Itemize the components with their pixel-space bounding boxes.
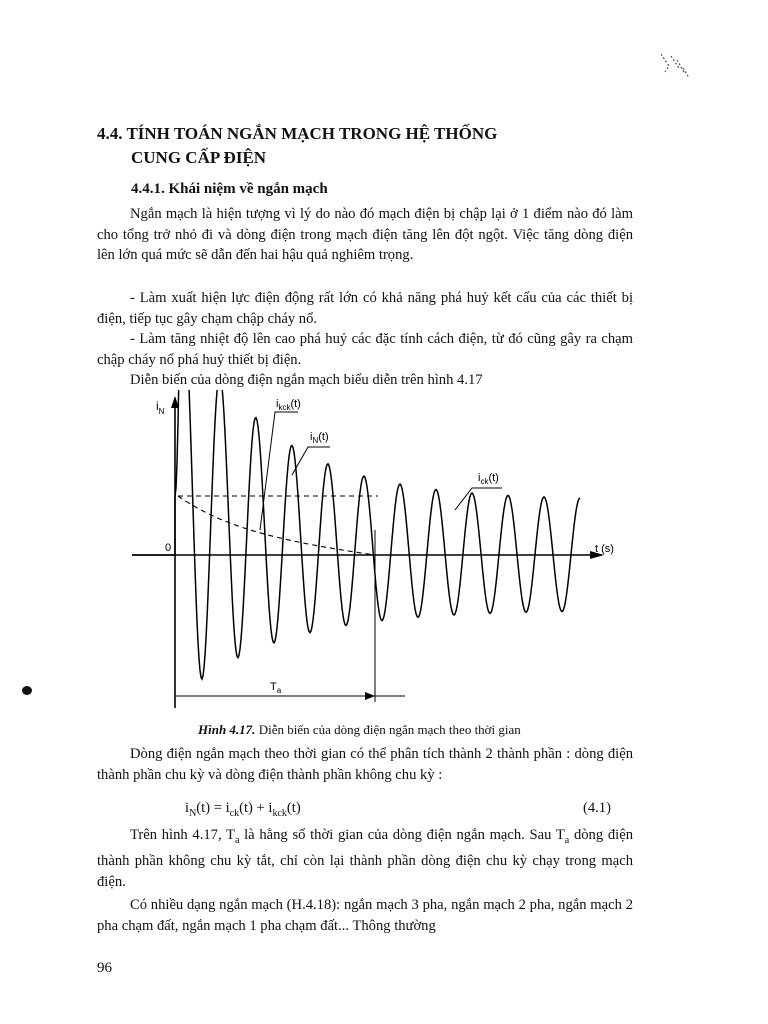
ta-label: $T_a$	[270, 681, 282, 695]
in-leader-line	[292, 447, 330, 475]
short-circuit-waveform	[132, 390, 580, 679]
caption-label: Hình 4.17.	[198, 722, 256, 737]
paragraph-time-constant: Trên hình 4.17, $T_a$ là hằng số thời gian của dòng điện ngắn mạch. Sau $T_a$ dòng điện thành phần không chu kỳ tắt, chỉ còn lại thành phần dòng điện chu kỳ chạy trong mạch điện.	[97, 827, 633, 890]
caption-text: Diễn biến của dòng điện ngắn mạch theo thời gian	[255, 722, 521, 737]
ta-arrow	[365, 692, 375, 700]
paragraph-consequence-1: - Làm xuất hiện lực điện động rất lớn có khả năng phá huỷ kết cấu của các thiết bị điện, tiếp tục gây chạm chập cháy nổ.	[97, 290, 633, 327]
paragraph-definition: Ngắn mạch là hiện tượng vì lý do nào đó mạch điện bị chập lại ở 1 điểm nào đó làm cho tổng trở nhỏ đi và dòng điện trong mạch điện tăng lên đột ngột. Việc tăng dòng điện lên lớn quá mức sẽ dẫn đến hai hậu quả nghiêm trọng.	[97, 206, 633, 263]
y-axis-label: $i_N$	[156, 399, 165, 416]
figure-short-circuit-current	[120, 390, 640, 710]
paragraph-fault-types: Có nhiều dạng ngắn mạch (H.4.18): ngắn mạch 3 pha, ngắn mạch 2 pha, ngắn mạch 2 pha chạm đất, ngắn mạch 1 pha chạm đất... Thông thường	[97, 897, 633, 934]
ikck-label: $i_{kck}(t)$	[276, 398, 301, 412]
ick-leader-line	[455, 488, 502, 510]
paragraph-figure-intro: Diễn biến của dòng điện ngắn mạch biểu diễn trên hình 4.17	[130, 372, 483, 388]
equation-4-1: $i_N(t) = i_{ck}(t) + i_{kck}(t)$	[185, 800, 301, 819]
paragraph-decomposition: Dòng điện ngắn mạch theo thời gian có thể phân tích thành 2 thành phần : dòng điện thành phần chu kỳ và dòng điện thành phần không chu kỳ :	[97, 746, 633, 783]
paragraph-consequence-2: - Làm tăng nhiệt độ lên cao phá huỷ các đặc tính cách điện, từ đó cũng gây ra chạm chập cháy nổ phá huỷ thiết bị điện.	[97, 331, 633, 368]
in-curve-label: $i_N(t)$	[310, 431, 329, 445]
equation-number: (4.1)	[583, 800, 611, 816]
ick-label: $i_{ck}(t)$	[478, 472, 499, 486]
corner-stamp-mark	[655, 48, 695, 84]
page-number: 96	[97, 960, 112, 976]
figure-caption	[198, 722, 521, 738]
origin-label: 0	[165, 542, 172, 554]
subsection-heading: 4.4.1. Khái niệm về ngắn mạch	[131, 181, 328, 197]
ikck-leader-line	[260, 412, 298, 530]
aperiodic-decay-curve	[178, 496, 375, 555]
section-heading-line1: 4.4. TÍNH TOÁN NGẮN MẠCH TRONG HỆ THỐNG	[97, 124, 498, 143]
section-heading-line2: CUNG CẤP ĐIỆN	[131, 148, 267, 167]
binding-mark	[22, 686, 32, 695]
time-axis-label: t (s)	[595, 543, 614, 555]
